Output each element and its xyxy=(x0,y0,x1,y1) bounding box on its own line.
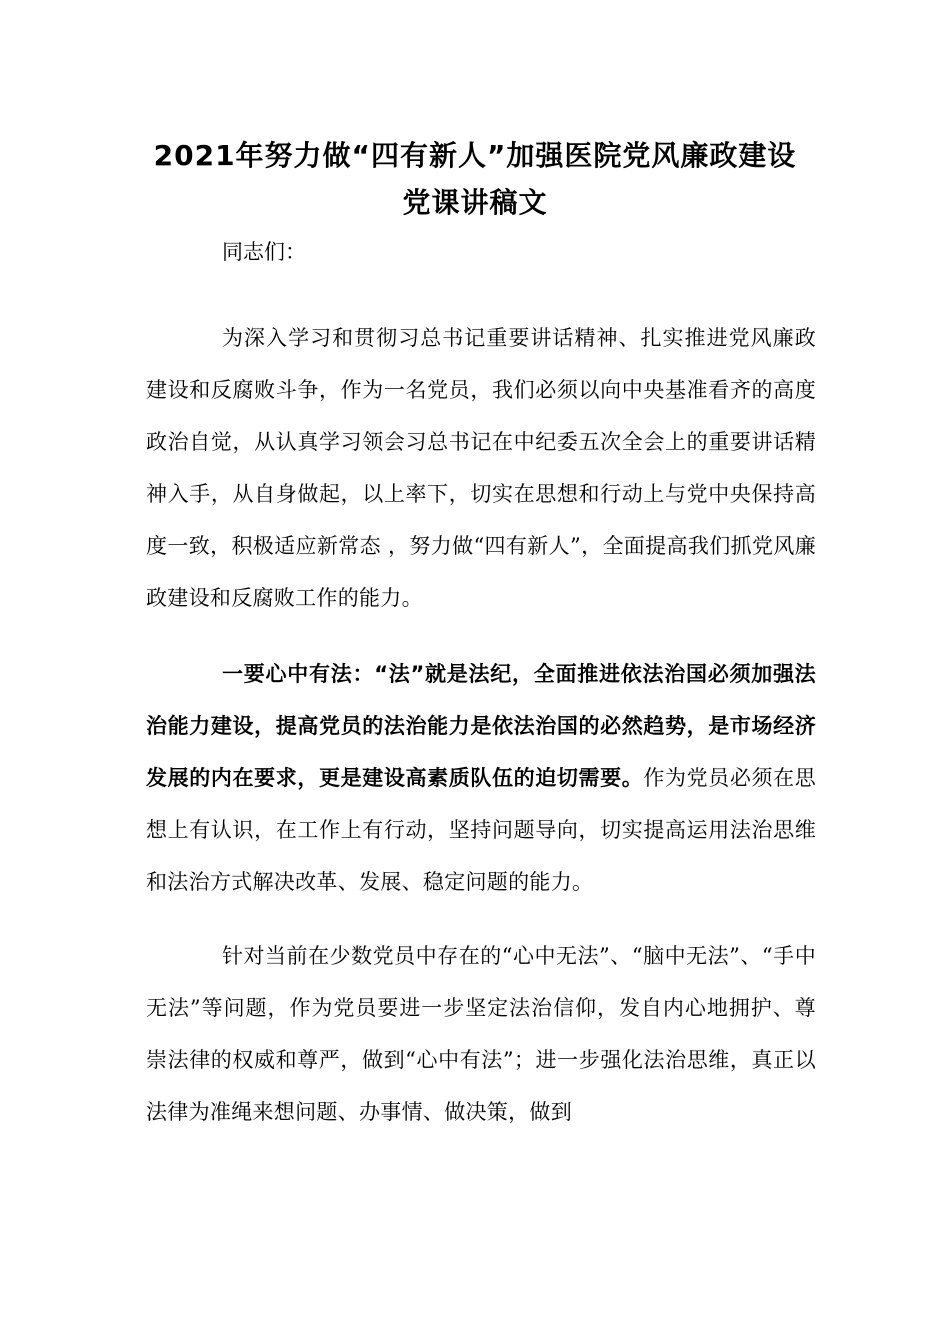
paragraph-law-bold-lead: 一要心中有法：“法”就是法纪，全面推进依法治国必须加强法治能力建设，提高党员的法治能力是依法治国的必然趋势，是市场经济发展的内在要求，更是建设高素质队伍的迫切需要。 xyxy=(146,662,816,790)
greeting: 同志们： xyxy=(222,240,306,264)
document-title-line-2: 党课讲稿文 xyxy=(402,186,548,219)
paragraph-intro: 为深入学习和贯彻习总书记重要讲话精神、扎实推进党风廉政建设和反腐败斗争，作为一名党员，我们必须以向中央基准看齐的高度政治自觉，从认真学习领会习总书记在中纪委五次全会上的重要讲话精神入手，从自身做起，以上率下，切实在思想和行动上与党中央保持高度一致，积极适应新常态 ，努力做“四有新人”，全面提高我们抓党风廉政建设和反腐败工作的能力。 xyxy=(146,326,816,610)
paragraph-problems: 针对当前在少数党员中存在的“心中无法”、“脑中无法”、“手中无法”等问题，作为党员要进一步坚定法治信仰，发自内心地拥护、尊崇法律的权威和尊严，做到“心中有法”；进一步强化法治思维，真正以法律为准绳来想问题、办事情、做决策，做到 xyxy=(146,944,816,1124)
paragraph-law xyxy=(146,648,816,908)
document-title-line-1: 2021年努力做“四有新人”加强医院党风廉政建设 xyxy=(153,139,797,172)
paragraph-law-body: 作为党员必须在思想上有认识，在工作上有行动，坚持问题导向，切实提高运用法治思维和法治方式解决改革、发展、稳定问题的能力。 xyxy=(146,766,816,894)
